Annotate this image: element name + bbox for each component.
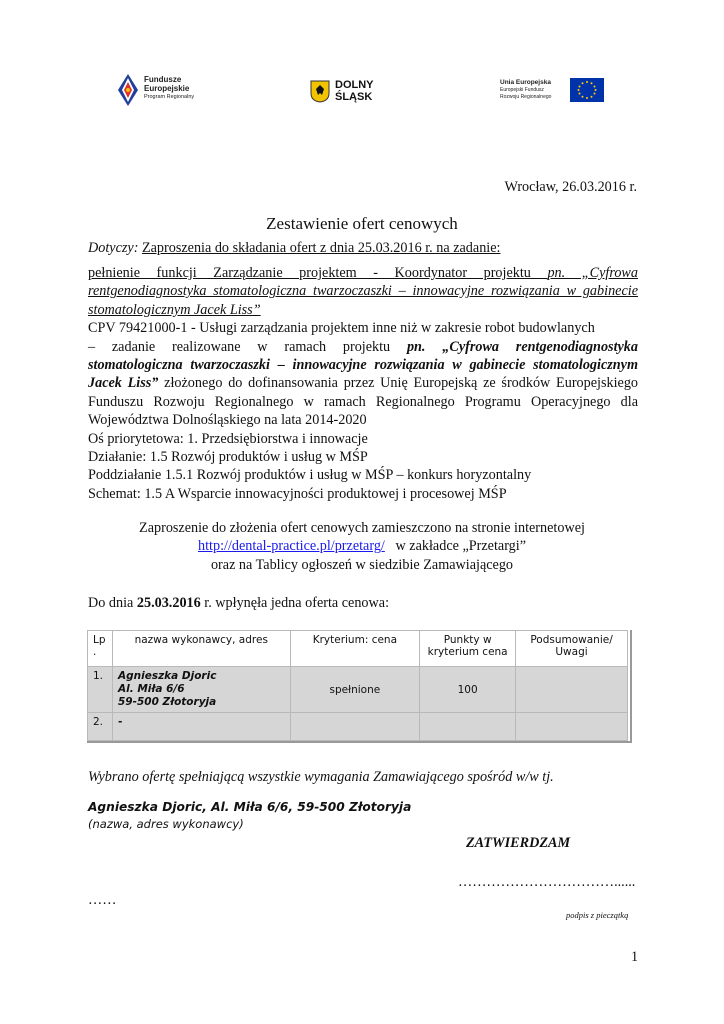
offers-table-wrap xyxy=(87,630,632,743)
page-number: 1 xyxy=(631,949,639,965)
logo-fundusze-europejskie xyxy=(116,72,216,110)
approve-label: ZATWIERDZAM xyxy=(466,835,571,851)
row1-name: Agnieszka Djoric Al. Miła 6/6 59-500 Złotoryja xyxy=(112,667,290,713)
ue-line3: Rozwoju Regionalnego xyxy=(500,94,552,100)
received-line: Do dnia 25.03.2016 r. wpłynęła jedna oferta cenowa: xyxy=(88,595,390,611)
th-lp: Lp . xyxy=(88,631,113,667)
fundusze-europejskie-icon xyxy=(116,72,140,108)
winner-caption: (nazwa, adres wykonawcy) xyxy=(88,817,244,831)
cpv-line: CPV 79421000-1 - Usługi zarządzania projektem inne niż w zakresie robot budowlanych xyxy=(88,320,595,337)
ds-line2: ŚLĄSK xyxy=(335,91,373,103)
row2-criterion xyxy=(290,713,420,741)
row1-criterion: spełnione xyxy=(290,667,420,713)
task-line-2: rentgenodiagnostyka stomatologiczna twarzoczaszki – innowacyjne rozwiązania w gabinecie xyxy=(88,283,638,300)
signature-caption: podpis z pieczątką xyxy=(566,910,629,920)
place-date: Wrocław, 26.03.2016 r. xyxy=(504,179,637,195)
logo-dolny-slask xyxy=(309,79,389,109)
axis-os: Oś priorytetowa: 1. Przedsiębiorstwa i innowacje xyxy=(88,430,368,447)
ds-line1: DOLNY xyxy=(335,79,374,91)
project-line-5: Województwa Dolnośląskiego na lata 2014-2020 xyxy=(88,412,367,429)
row2-summary xyxy=(516,713,628,741)
invitation xyxy=(0,519,724,574)
task-line-1: pełnienie funkcji Zarządzanie projektem - Koordynator projektu pn. „Cyfrowa xyxy=(88,265,638,281)
project-line-4: Funduszu Rozwoju Regionalnego w ramach Regionalnego Programu Operacyjnego dla xyxy=(88,393,638,410)
fe-line1: Fundusze xyxy=(144,75,182,84)
document-title: Zestawienie ofert cenowych xyxy=(266,214,458,233)
przetarg-link[interactable]: http://dental-practice.pl/przetarg/ xyxy=(198,538,385,555)
axis-schemat: Schemat: 1.5 A Wsparcie innowacyjności produktowej i procesowej MŚP xyxy=(88,485,507,502)
invitation-line-2: http://dental-practice.pl/przetarg/ w zakładce „Przetargi” xyxy=(198,538,526,555)
axis-poddzialanie: Poddziałanie 1.5.1 Rozwój produktów i usług w MŚP – konkurs horyzontalny xyxy=(88,467,532,484)
fe-line2: Europejskie xyxy=(144,84,190,93)
dotyczy-text: Zaproszenia do składania ofert z dnia 25.03.2016 r. na zadanie: xyxy=(141,240,501,256)
task-description xyxy=(88,264,638,503)
signature-dots: ……………………………...... xyxy=(458,874,636,890)
dotyczy-label: Dotyczy: xyxy=(88,240,139,256)
signature-dots-continued: …… xyxy=(88,892,117,908)
fe-line3: Program Regionalny xyxy=(144,94,195,100)
table-row xyxy=(88,713,628,741)
th-criterion: Kryterium: cena xyxy=(290,631,420,667)
ue-line2: Europejski Fundusz xyxy=(500,86,544,93)
project-line-1: – zadanie realizowane w ramach projektu pn. „Cyfrowa rentgenodiagnostyka xyxy=(88,338,638,355)
ue-line1: Unia Europejska xyxy=(500,79,551,86)
eu-flag-icon xyxy=(570,78,604,102)
eagle-crest-icon xyxy=(309,79,331,103)
offers-table xyxy=(87,630,628,741)
th-summary: Podsumowanie/ Uwagi xyxy=(516,631,628,667)
dotyczy-line xyxy=(88,239,500,257)
project-line-2: stomatologiczna twarzoczaszki – innowacyjne rozwiązania w gabinecie stomatologicznym xyxy=(88,357,638,374)
received-date: 25.03.2016 xyxy=(136,595,201,611)
th-points: Punkty w kryterium cena xyxy=(420,631,516,667)
project-line-3: Jacek Liss” złożonego do dofinansowania przez Unię Europejską ze środków Europejskiego xyxy=(88,375,639,392)
axis-dzialanie: Działanie: 1.5 Rozwój produktów i usług w MŚP xyxy=(88,449,368,466)
table-header-row xyxy=(88,631,628,667)
row2-lp: 2. xyxy=(88,713,113,741)
task-line-3: stomatologicznym Jacek Liss” xyxy=(88,301,261,318)
table-row xyxy=(88,667,628,713)
row1-points: 100 xyxy=(420,667,516,713)
invitation-line-3: oraz na Tablicy ogłoszeń w siedzibie Zamawiającego xyxy=(210,556,514,573)
chosen-offer-text: Wybrano ofertę spełniającą wszystkie wymagania Zamawiającego spośród w/w tj. xyxy=(88,769,554,785)
logo-unia-europejska xyxy=(500,77,610,107)
winner-name: Agnieszka Djoric, Al. Miła 6/6, 59-500 Złotoryja xyxy=(88,800,412,814)
th-name: nazwa wykonawcy, adres xyxy=(112,631,290,667)
row2-points xyxy=(420,713,516,741)
row1-summary xyxy=(516,667,628,713)
invitation-line-1: Zaproszenie do złożenia ofert cenowych zamieszczono na stronie internetowej xyxy=(139,520,585,536)
row1-lp: 1. xyxy=(88,667,113,713)
row2-name: - xyxy=(112,713,290,741)
